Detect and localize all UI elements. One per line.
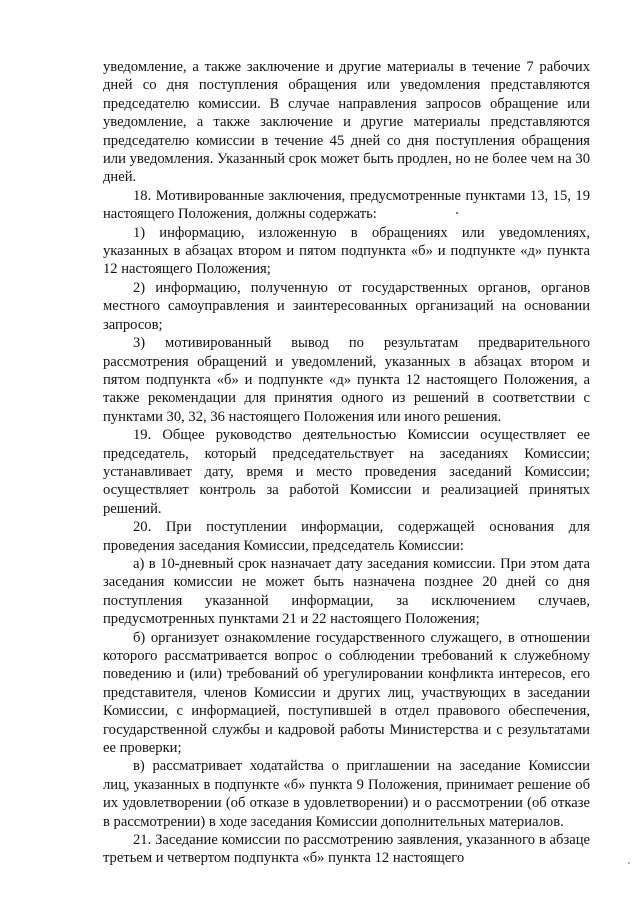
paragraph-20-item-v: в) рассматривает ходатайства о приглашении на заседание Комиссии лиц, указанных в подпункте «б» пункта 9 Положения, принимает решение об их удовлетворении (об отказе в удовлетворении) и о рассмотрении (об отказе в рассмотрении) в ходе заседания Комиссии дополнительных материалов. — [103, 758, 590, 830]
document-body — [103, 58, 590, 868]
scan-speck — [628, 862, 630, 864]
paragraph-20-item-b: б) организует ознакомление государственного служащего, в отношении которого рассматривается вопрос о соблюдении требований к служебному поведению и (или) требований об урегулировании конфликта интересов, его представителя, членов Комиссии и других лиц, участвующих в заседании Комиссии, с информацией, поступившей в отдел правового обеспечения, государственной службы и кадровой работы Министерства и с результатами ее проверки; — [103, 629, 590, 757]
paragraph-18-item-1: 1) информацию, изложенную в обращениях или уведомлениях, указанных в абзацах втором и пятом подпункта «б» и подпункте «д» пункта 12 настоящего Положения; — [103, 224, 590, 278]
paragraph-20-item-a: а) в 10-дневный срок назначает дату заседания комиссии. При этом дата заседания комиссии не может быть назначена позднее 20 дней со дня поступления указанной информации, за исключением случаев, предусмотренных пунктами 21 и 22 настоящего Положения; — [103, 555, 590, 628]
paragraph-21: 21. Заседание комиссии по рассмотрению заявления, указанного в абзаце третьем и четвертом подпункта «б» пункта 12 настоящего — [103, 832, 590, 867]
paragraph-continuation: уведомление, а также заключение и другие материалы в течение 7 рабочих дней со дня поступления обращения или уведомления представляются председателю комиссии. В случае направления запросов обращение или уведомление, а также заключение и другие материалы представляются председателю комиссии в течение 45 дней со дня поступления обращения или уведомления. Указанный срок может быть продлен, но не более чем на 30 дней. — [103, 59, 590, 186]
paragraph-18: 18. Мотивированные заключения, предусмотренные пунктами 13, 15, 19 настоящего Положения, должны содержать: — [103, 187, 590, 223]
paragraph-20: 20. При поступлении информации, содержащей основания для проведения заседания Комиссии, председатель Комиссии: — [103, 519, 590, 554]
paragraph-19: 19. Общее руководство деятельностью Комиссии осуществляет ее председатель, который председательствует на заседаниях Комиссии; устанавливает дату, время и место проведения заседаний Комиссии; осуществляет контроль за работой Комиссии и реализацией принятых решений. — [103, 427, 590, 517]
paragraph-18-item-2: 2) информацию, полученную от государственных органов, органов местного самоуправления и заинтересованных организаций на основании запросов; — [103, 279, 590, 333]
paragraph-18-item-3: 3) мотивированный вывод по результатам предварительного рассмотрения обращений и уведомлений, указанных в абзацах втором и пятом подпункта «б» и подпункте «д» пункта 12 настоящего Положения, а также рекомендации для принятия одного из решений в соответствии с пунктами 30, 32, 36 настоящего Положения или иного решения. — [103, 335, 590, 425]
scan-speck — [456, 212, 458, 214]
